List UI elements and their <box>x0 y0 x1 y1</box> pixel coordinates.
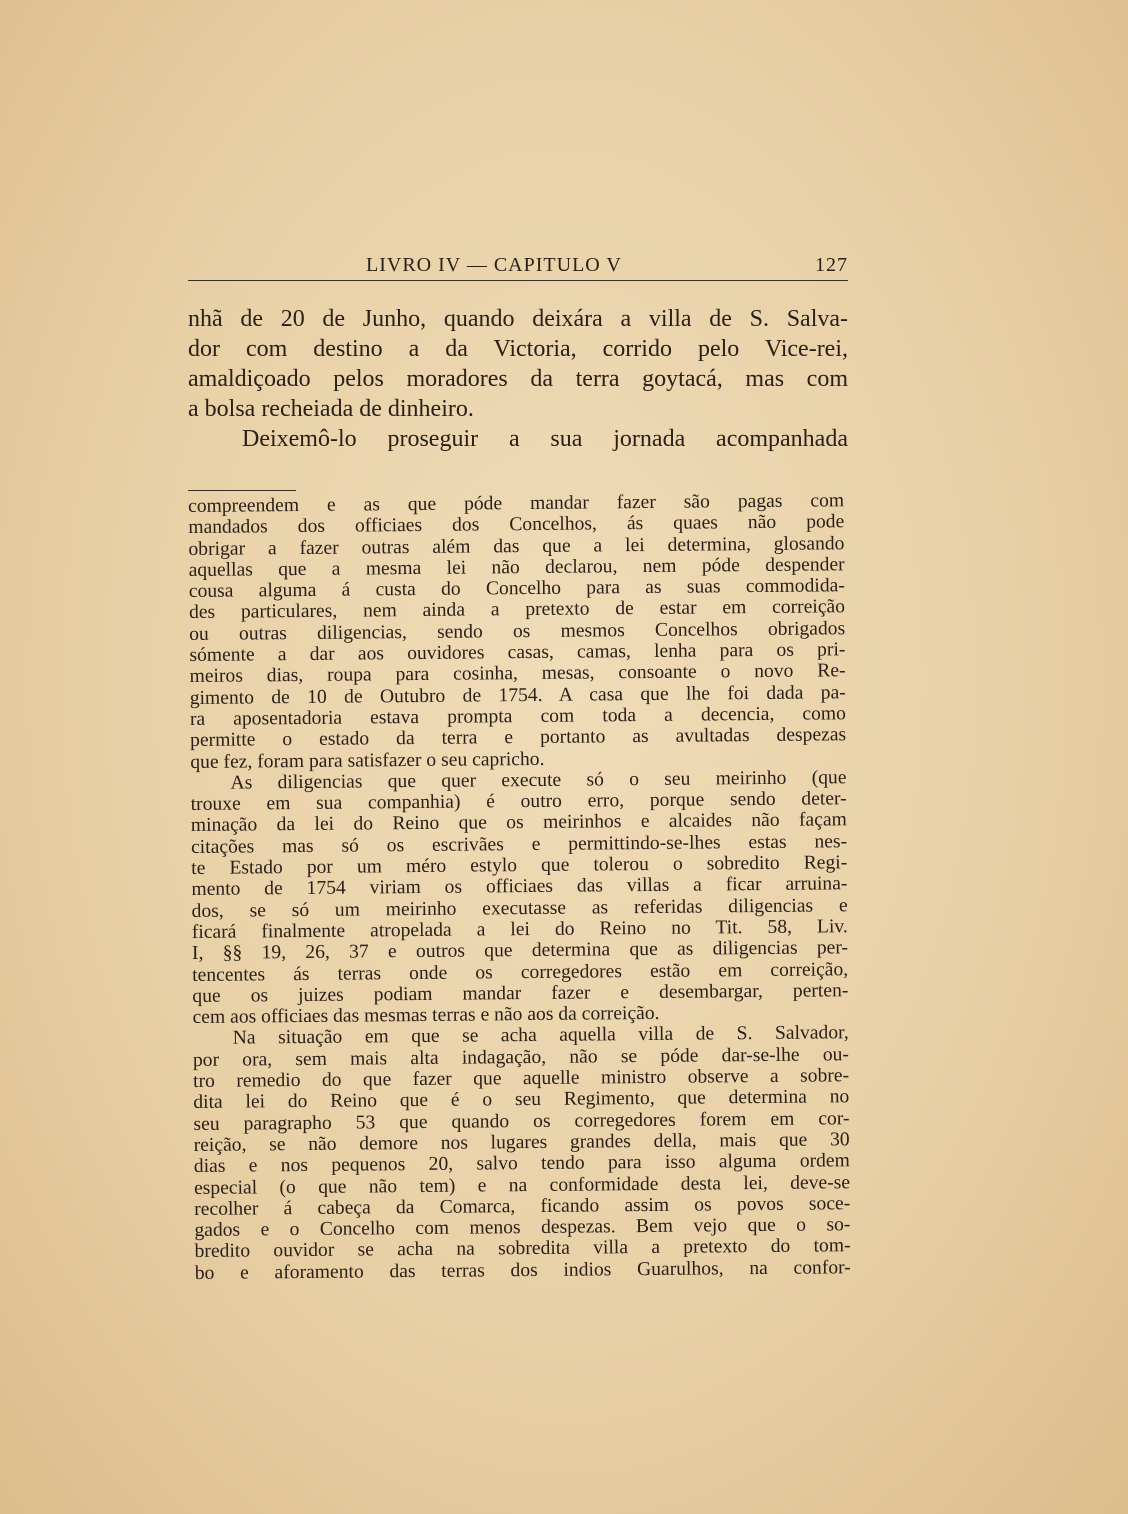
footnote-line: ou outras diligencias, sendo os mesmos Concelhos obrigados <box>189 618 846 645</box>
running-title: LIVRO IV — CAPITULO V <box>366 254 622 276</box>
footnote-line: te Estado por um méro estylo que tolerou o sobredito Regi- <box>191 852 848 880</box>
footnote-line: dita lei do Reino que é o seu Regimento, que determina no <box>193 1086 850 1114</box>
footnote-line: tencentes ás terras onde os corregedores estão em correição, <box>192 958 849 986</box>
footnote-line: por ora, sem mais alta indagação, não se póde dar-se-lhe ou- <box>192 1043 849 1071</box>
footnote-line: bo e aforamento das terras dos indios Guarulhos, na confor- <box>194 1256 851 1284</box>
footnote-rule <box>188 490 296 491</box>
footnote-line: reição, se não demore nos lugares grandes della, mais que 30 <box>193 1129 850 1156</box>
footnote-line: minação da lei do Reino que os meirinhos e alcaides não façam <box>190 809 847 837</box>
text-line: amaldiçoado pelos moradores da terra goytacá, mas com <box>188 366 848 392</box>
footnote-line: I, §§ 19, 26, 37 e outros que determina que as diligencias per- <box>191 937 849 965</box>
footnote-paragraph-1 <box>188 490 846 773</box>
footnote-line: compreendem e as que póde mandar fazer são pagas com <box>188 490 845 517</box>
footnote-line: ficará finalmente atropelada a lei do Reino no Tit. 58, Liv. <box>191 916 848 943</box>
footnote-line: que fez, foram para satisfazer o seu capricho. <box>190 748 545 773</box>
footnote-line: mandados dos officiaes dos Concelhos, ás quaes não pode <box>188 511 845 539</box>
footnote-line: seu paragrapho 53 que quando os corregedores forem em cor- <box>193 1107 850 1135</box>
footnote-line: permitte o estado da terra e portanto as avultadas despezas <box>190 724 847 752</box>
footnote-line: que os juizes podiam mandar fazer e desembargar, perten- <box>192 980 849 1007</box>
text-line: dor com destino a da Victoria, corrido pelo Vice-rei, <box>188 336 848 362</box>
header-rule <box>188 280 848 281</box>
footnote-line: tro remedio do que fazer que aquelle ministro observe a sobre- <box>193 1065 850 1092</box>
footnote-line: Na situação em que se acha aquella villa de S. Salvador, <box>232 1022 849 1050</box>
footnote-line: As diligencias que quer execute só o seu meirinho (que <box>230 767 847 794</box>
footnote-line: ra aposentadoria estava prompta com toda a decencia, como <box>189 703 847 730</box>
footnote-line: mento de 1754 viriam os officiaes das villas a ficar arruina- <box>191 873 848 901</box>
main-text <box>188 304 848 454</box>
page-number: 127 <box>815 254 848 276</box>
footnote-line: bredito ouvidor se acha na sobredita villa a pretexto do tom- <box>194 1235 851 1263</box>
footnote-line: gados e o Concelho com menos despezas. Bem vejo que o so- <box>194 1214 851 1242</box>
footnote-line: meiros dias, roupa para cosinha, mesas, consoante o novo Re- <box>189 660 846 688</box>
footnote-line: sómente a dar aos ouvidores casas, camas, lenha para os pri- <box>189 639 846 667</box>
footnote-line: cousa alguma á custa do Concelho para as suas commodida- <box>188 575 845 603</box>
text-line: a bolsa recheiada de dinheiro. <box>188 396 474 422</box>
text-line: Deixemô-lo proseguir a sua jornada acompanhada <box>242 426 848 452</box>
footnote <box>188 490 851 1284</box>
page-header <box>188 254 848 280</box>
footnote-paragraph-2 <box>190 767 848 1028</box>
footnote-line: dias e nos pequenos 20, salvo tendo para isso alguma ordem <box>193 1150 850 1178</box>
footnote-line: dos, se só um meirinho executasse as referidas diligencias e <box>191 894 848 922</box>
footnote-line: recolher á cabeça da Comarca, ficando assim os povos soce- <box>194 1193 851 1220</box>
footnote-line: des particulares, nem ainda a pretexto de estar em correição <box>188 596 846 624</box>
footnote-line: especial (o que não tem) e na conformidade desta lei, deve-se <box>193 1171 851 1199</box>
footnote-line: obrigar a fazer outras além das que a lei determina, glosando <box>188 532 845 560</box>
text-line: nhã de 20 de Junho, quando deixára a villa de S. Salva- <box>188 306 848 332</box>
footnote-line: citações mas só os escrivães e permittindo-se-lhes estas nes- <box>190 831 848 858</box>
footnote-line: gimento de 10 de Outubro de 1754. A casa que lhe foi dada pa- <box>189 681 846 709</box>
footnote-line: cem aos officiaes das mesmas terras e não aos da correição. <box>192 1003 660 1029</box>
footnote-line: aquellas que a mesma lei não declarou, nem póde despender <box>188 554 845 581</box>
footnote-line: trouxe em sua companhia) é outro erro, porque sendo deter- <box>190 788 847 816</box>
footnote-paragraph-3 <box>193 1023 851 1284</box>
